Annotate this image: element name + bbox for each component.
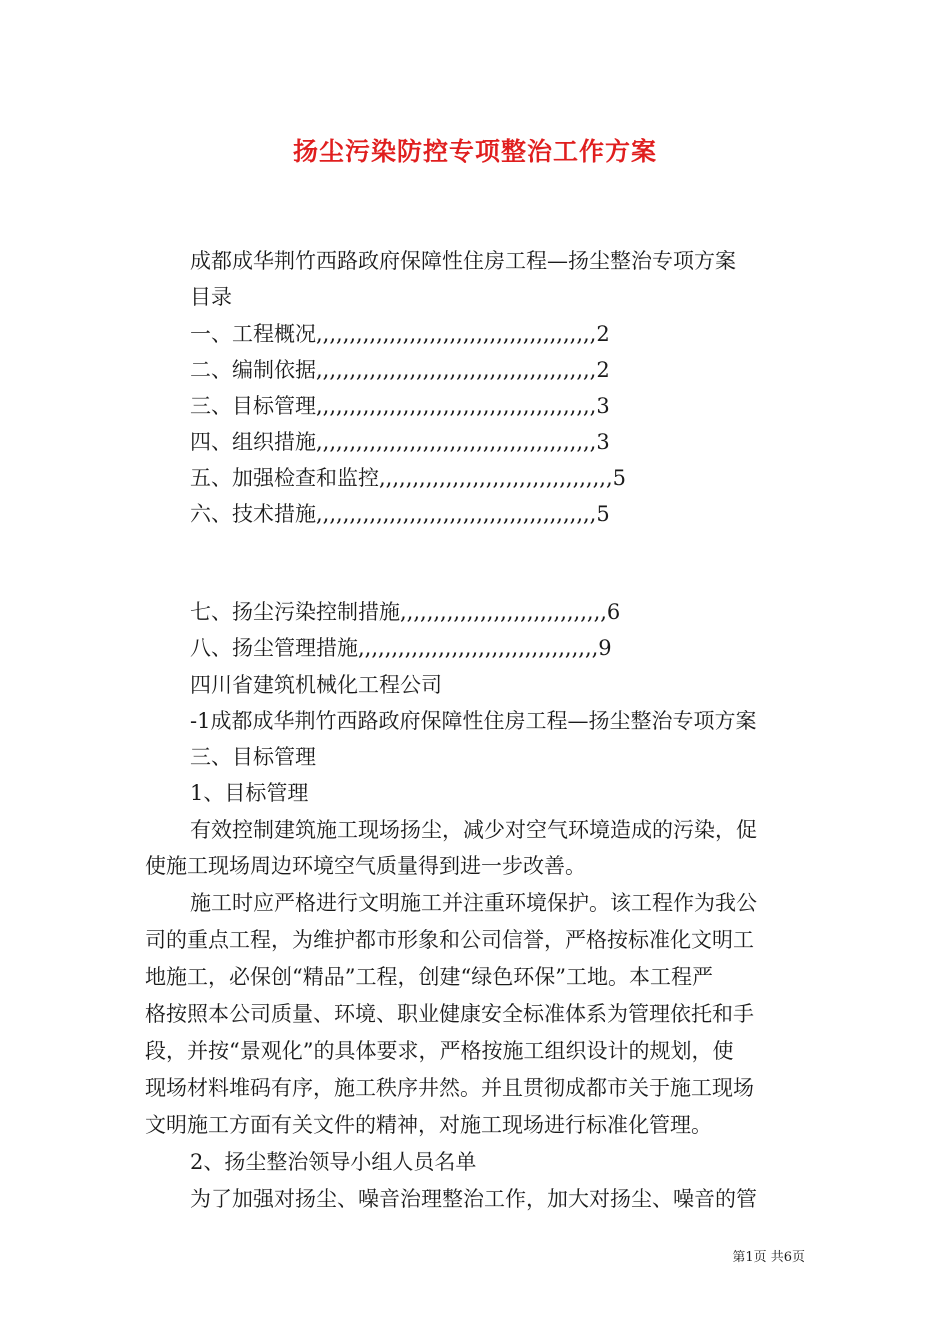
- paragraph-line: 文明施工方面有关文件的精神，对施工现场进行标准化管理。: [145, 1113, 712, 1137]
- toc-item: 八、扬尘管理措施,,,,,,,,,,,,,,,,,,,,,,,,,,,,,,,,,,,,9: [190, 636, 612, 660]
- page-header: -1成都成华荆竹西路政府保障性住房工程—扬尘整治专项方案: [190, 709, 757, 733]
- toc-item: 六、技术措施,,,,,,,,,,,,,,,,,,,,,,,,,,,,,,,,,,,,,,,,,,5: [190, 502, 610, 526]
- section-heading: 三、目标管理: [190, 745, 316, 769]
- paragraph-line: 地施工，必保创“精品”工程，创建“绿色环保”工地。本工程严: [145, 965, 713, 989]
- toc-item: 二、编制依据,,,,,,,,,,,,,,,,,,,,,,,,,,,,,,,,,,,,,,,,,,2: [190, 358, 610, 382]
- subsection-heading: 1、目标管理: [190, 781, 309, 805]
- paragraph-line: 为了加强对扬尘、噪音治理整治工作，加大对扬尘、噪音的管: [190, 1187, 757, 1211]
- paragraph-line: 司的重点工程，为维护都市形象和公司信誉，严格按标准化文明工: [145, 928, 754, 952]
- project-heading: 成都成华荆竹西路政府保障性住房工程—扬尘整治专项方案: [190, 249, 736, 273]
- paragraph-line: 施工时应严格进行文明施工并注重环境保护。该工程作为我公: [190, 891, 757, 915]
- toc-item: 四、组织措施,,,,,,,,,,,,,,,,,,,,,,,,,,,,,,,,,,,,,,,,,,3: [190, 430, 610, 454]
- page-footer: 第1页 共6页: [732, 1250, 805, 1265]
- paragraph-line: 现场材料堆码有序，施工秩序井然。并且贯彻成都市关于施工现场: [145, 1076, 754, 1100]
- paragraph-line: 有效控制建筑施工现场扬尘，减少对空气环境造成的污染，促: [190, 818, 757, 842]
- toc-item: 一、工程概况,,,,,,,,,,,,,,,,,,,,,,,,,,,,,,,,,,,,,,,,,,2: [190, 322, 610, 346]
- company-name: 四川省建筑机械化工程公司: [190, 673, 442, 697]
- toc-item: 五、加强检查和监控,,,,,,,,,,,,,,,,,,,,,,,,,,,,,,,,,,,5: [190, 466, 626, 490]
- paragraph-line: 段，并按“景观化”的具体要求，严格按施工组织设计的规划，使: [145, 1039, 734, 1063]
- document-title: 扬尘污染防控专项整治工作方案: [292, 137, 657, 166]
- subsection-heading: 2、扬尘整治领导小组人员名单: [190, 1150, 477, 1174]
- toc-item: 七、扬尘污染控制措施,,,,,,,,,,,,,,,,,,,,,,,,,,,,,,,6: [190, 600, 621, 624]
- toc-heading: 目录: [190, 285, 232, 309]
- paragraph-line: 格按照本公司质量、环境、职业健康安全标准体系为管理依托和手: [145, 1002, 754, 1026]
- paragraph-line: 使施工现场周边环境空气质量得到进一步改善。: [145, 854, 586, 878]
- toc-item: 三、目标管理,,,,,,,,,,,,,,,,,,,,,,,,,,,,,,,,,,,,,,,,,,3: [190, 394, 610, 418]
